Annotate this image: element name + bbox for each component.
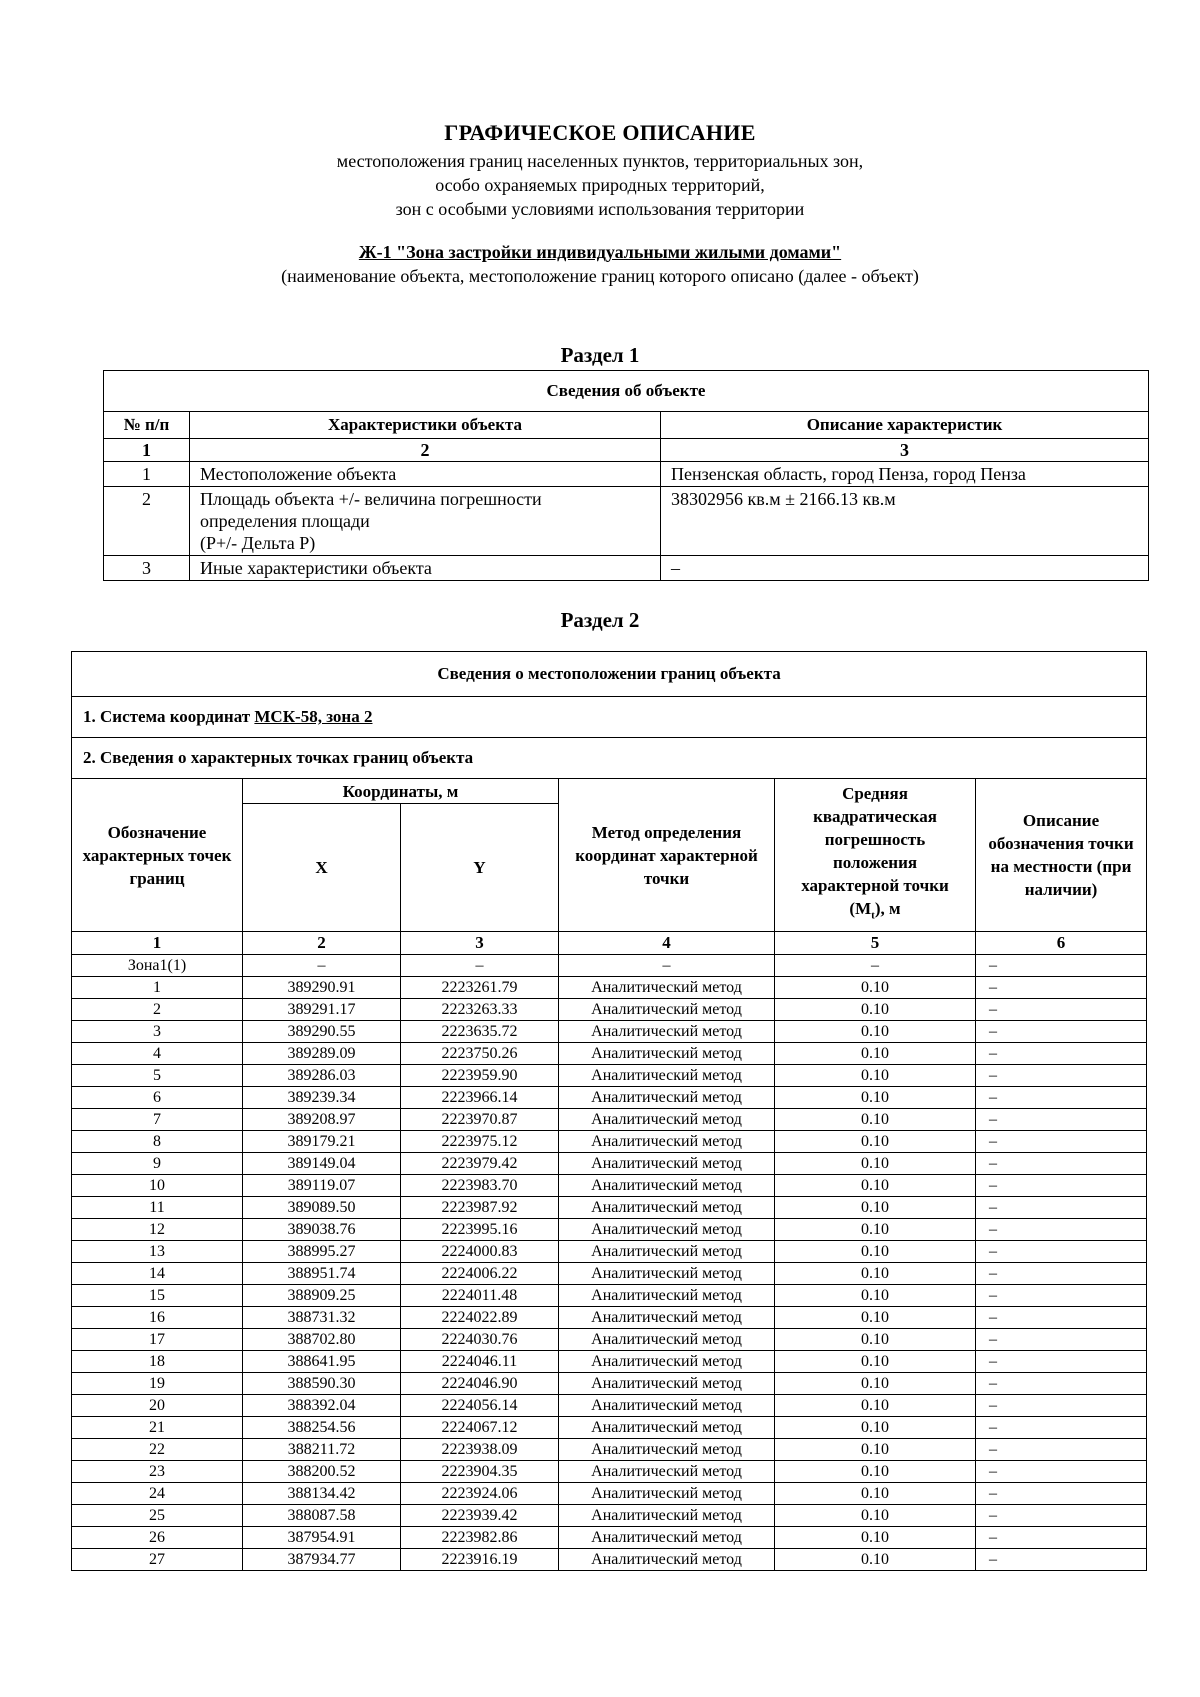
document-subtitle-line-3: зон с особыми условиями использования территории bbox=[395, 199, 805, 219]
point-x: 388909.25 bbox=[243, 1285, 401, 1307]
point-y: 2223916.19 bbox=[401, 1549, 559, 1571]
section-1-header-description: Описание характеристик bbox=[661, 412, 1149, 439]
coordinate-system-value: МСК-58, зона 2 bbox=[254, 707, 373, 726]
point-method: – bbox=[559, 955, 775, 977]
point-x: 389179.21 bbox=[243, 1131, 401, 1153]
characteristic-value: 38302956 кв.м ± 2166.13 кв.м bbox=[661, 487, 1149, 556]
point-error: 0.10 bbox=[775, 1505, 976, 1527]
point-y: 2224022.89 bbox=[401, 1307, 559, 1329]
point-x: 388995.27 bbox=[243, 1241, 401, 1263]
table-row bbox=[72, 1461, 1147, 1483]
table-row bbox=[72, 1219, 1147, 1241]
table-row bbox=[72, 1395, 1147, 1417]
point-description: – bbox=[976, 1241, 1147, 1263]
point-x: 389291.17 bbox=[243, 999, 401, 1021]
point-label: 12 bbox=[72, 1219, 243, 1241]
document-subtitle-line-2: особо охраняемых природных территорий, bbox=[435, 175, 765, 195]
table-row bbox=[72, 1153, 1147, 1175]
point-label: 17 bbox=[72, 1329, 243, 1351]
point-method: Аналитический метод bbox=[559, 1351, 775, 1373]
point-y: 2223982.86 bbox=[401, 1527, 559, 1549]
section-2-caption: Сведения о местоположении границ объекта bbox=[72, 652, 1147, 697]
table-row bbox=[72, 1307, 1147, 1329]
point-error: – bbox=[775, 955, 976, 977]
point-y: 2223970.87 bbox=[401, 1109, 559, 1131]
point-y: 2224067.12 bbox=[401, 1417, 559, 1439]
point-x: 389286.03 bbox=[243, 1065, 401, 1087]
point-method: Аналитический метод bbox=[559, 1131, 775, 1153]
point-y: 2223263.33 bbox=[401, 999, 559, 1021]
section-1-caption: Сведения об объекте bbox=[104, 371, 1149, 412]
point-x: 388590.30 bbox=[243, 1373, 401, 1395]
point-label: 2 bbox=[72, 999, 243, 1021]
point-label: 4 bbox=[72, 1043, 243, 1065]
point-label: 26 bbox=[72, 1527, 243, 1549]
point-method: Аналитический метод bbox=[559, 977, 775, 999]
table-row bbox=[72, 1373, 1147, 1395]
table-row bbox=[72, 1439, 1147, 1461]
point-description: – bbox=[976, 1087, 1147, 1109]
point-description: – bbox=[976, 1505, 1147, 1527]
characteristic-name: Местоположение объекта bbox=[190, 462, 661, 487]
point-method: Аналитический метод bbox=[559, 1219, 775, 1241]
section-2-colnum: 5 bbox=[775, 932, 976, 955]
point-label: 15 bbox=[72, 1285, 243, 1307]
table-row bbox=[72, 1197, 1147, 1219]
point-x: 389119.07 bbox=[243, 1175, 401, 1197]
table-row bbox=[72, 1285, 1147, 1307]
section-2-table bbox=[71, 651, 1147, 1571]
point-error: 0.10 bbox=[775, 1197, 976, 1219]
point-label: 1 bbox=[72, 977, 243, 999]
point-error: 0.10 bbox=[775, 1153, 976, 1175]
point-method: Аналитический метод bbox=[559, 1197, 775, 1219]
table-row bbox=[72, 1505, 1147, 1527]
point-description: – bbox=[976, 1373, 1147, 1395]
point-x: 389290.91 bbox=[243, 977, 401, 999]
point-description: – bbox=[976, 977, 1147, 999]
point-method: Аналитический метод bbox=[559, 1109, 775, 1131]
coordinate-system-label: 1. Система координат bbox=[83, 707, 255, 726]
table-row bbox=[72, 1241, 1147, 1263]
point-description: – bbox=[976, 1021, 1147, 1043]
document-title: ГРАФИЧЕСКОЕ ОПИСАНИЕ bbox=[444, 120, 756, 145]
point-x: 388134.42 bbox=[243, 1483, 401, 1505]
point-label: 22 bbox=[72, 1439, 243, 1461]
point-method: Аналитический метод bbox=[559, 1285, 775, 1307]
points-body bbox=[72, 955, 1147, 1571]
point-description: – bbox=[976, 1263, 1147, 1285]
point-error: 0.10 bbox=[775, 1439, 976, 1461]
point-label: 10 bbox=[72, 1175, 243, 1197]
point-x: 388200.52 bbox=[243, 1461, 401, 1483]
section-2-colnum: 6 bbox=[976, 932, 1147, 955]
characteristic-name bbox=[190, 487, 661, 556]
point-error: 0.10 bbox=[775, 1241, 976, 1263]
point-y: 2223939.42 bbox=[401, 1505, 559, 1527]
point-error: 0.10 bbox=[775, 999, 976, 1021]
header-error bbox=[775, 779, 976, 932]
row-number: 3 bbox=[104, 556, 190, 581]
point-description: – bbox=[976, 1527, 1147, 1549]
point-description: – bbox=[976, 1461, 1147, 1483]
point-label: 5 bbox=[72, 1065, 243, 1087]
point-y: 2223975.12 bbox=[401, 1131, 559, 1153]
point-method: Аналитический метод bbox=[559, 999, 775, 1021]
header-error-sub: t bbox=[871, 909, 875, 922]
point-label: Зона1(1) bbox=[72, 955, 243, 977]
point-x: 388392.04 bbox=[243, 1395, 401, 1417]
point-y: 2223987.92 bbox=[401, 1197, 559, 1219]
point-label: 3 bbox=[72, 1021, 243, 1043]
object-name: Ж-1 "Зона застройки индивидуальными жилыми домами" bbox=[358, 242, 842, 262]
header-point-designation: Обозначение характерных точек границ bbox=[72, 779, 243, 932]
header-coordinates: Координаты, м bbox=[243, 779, 559, 804]
table-row bbox=[104, 556, 1149, 581]
point-description: – bbox=[976, 1197, 1147, 1219]
point-x: 388211.72 bbox=[243, 1439, 401, 1461]
point-x: 387934.77 bbox=[243, 1549, 401, 1571]
point-method: Аналитический метод bbox=[559, 1153, 775, 1175]
point-method: Аналитический метод bbox=[559, 1505, 775, 1527]
characteristic-value: Пензенская область, город Пенза, город Пенза bbox=[661, 462, 1149, 487]
point-y: 2223966.14 bbox=[401, 1087, 559, 1109]
point-label: 18 bbox=[72, 1351, 243, 1373]
point-method: Аналитический метод bbox=[559, 1329, 775, 1351]
table-row bbox=[72, 1109, 1147, 1131]
point-x: – bbox=[243, 955, 401, 977]
table-row bbox=[72, 977, 1147, 999]
point-method: Аналитический метод bbox=[559, 1395, 775, 1417]
table-row bbox=[72, 1527, 1147, 1549]
point-description: – bbox=[976, 1329, 1147, 1351]
point-error: 0.10 bbox=[775, 1373, 976, 1395]
characteristic-name: Иные характеристики объекта bbox=[190, 556, 661, 581]
header-description: Описание обозначения точки на местности (при наличии) bbox=[976, 779, 1147, 932]
point-description: – bbox=[976, 1307, 1147, 1329]
point-description: – bbox=[976, 1065, 1147, 1087]
point-y: 2223983.70 bbox=[401, 1175, 559, 1197]
point-description: – bbox=[976, 1131, 1147, 1153]
table-row bbox=[72, 1043, 1147, 1065]
point-y: 2224056.14 bbox=[401, 1395, 559, 1417]
point-method: Аналитический метод bbox=[559, 1043, 775, 1065]
row-number: 2 bbox=[104, 487, 190, 556]
point-error: 0.10 bbox=[775, 1109, 976, 1131]
point-label: 13 bbox=[72, 1241, 243, 1263]
table-row bbox=[72, 1065, 1147, 1087]
point-y: 2223979.42 bbox=[401, 1153, 559, 1175]
point-error: 0.10 bbox=[775, 1483, 976, 1505]
point-y: 2224000.83 bbox=[401, 1241, 559, 1263]
point-label: 9 bbox=[72, 1153, 243, 1175]
point-description: – bbox=[976, 1549, 1147, 1571]
table-row bbox=[72, 1021, 1147, 1043]
header-error-main: Средняя квадратическая погрешность положения характерной точки (М bbox=[801, 784, 949, 919]
point-error: 0.10 bbox=[775, 1021, 976, 1043]
point-method: Аналитический метод bbox=[559, 1417, 775, 1439]
row-number: 1 bbox=[104, 462, 190, 487]
point-error: 0.10 bbox=[775, 1219, 976, 1241]
point-error: 0.10 bbox=[775, 1307, 976, 1329]
point-description: – bbox=[976, 1175, 1147, 1197]
point-method: Аналитический метод bbox=[559, 1065, 775, 1087]
document-subtitle-line-1: местоположения границ населенных пунктов, территориальных зон, bbox=[336, 151, 864, 171]
point-x: 388641.95 bbox=[243, 1351, 401, 1373]
point-error: 0.10 bbox=[775, 1351, 976, 1373]
point-label: 21 bbox=[72, 1417, 243, 1439]
point-y: 2224030.76 bbox=[401, 1329, 559, 1351]
header-method: Метод определения координат характерной точки bbox=[559, 779, 775, 932]
point-error: 0.10 bbox=[775, 1527, 976, 1549]
characteristic-name-line: определения площади bbox=[200, 511, 370, 531]
table-row bbox=[72, 1351, 1147, 1373]
point-method: Аналитический метод bbox=[559, 1439, 775, 1461]
point-method: Аналитический метод bbox=[559, 1175, 775, 1197]
point-description: – bbox=[976, 999, 1147, 1021]
point-error: 0.10 bbox=[775, 1461, 976, 1483]
point-x: 389038.76 bbox=[243, 1219, 401, 1241]
point-description: – bbox=[976, 1219, 1147, 1241]
point-label: 8 bbox=[72, 1131, 243, 1153]
table-row bbox=[72, 1263, 1147, 1285]
point-label: 14 bbox=[72, 1263, 243, 1285]
section-1-colnum: 2 bbox=[190, 439, 661, 462]
point-method: Аналитический метод bbox=[559, 1373, 775, 1395]
section-1-header-characteristics: Характеристики объекта bbox=[190, 412, 661, 439]
point-description: – bbox=[976, 955, 1147, 977]
point-method: Аналитический метод bbox=[559, 1527, 775, 1549]
point-error: 0.10 bbox=[775, 1065, 976, 1087]
point-error: 0.10 bbox=[775, 1549, 976, 1571]
point-y: 2223904.35 bbox=[401, 1461, 559, 1483]
points-label: 2. Сведения о характерных точках границ объекта bbox=[72, 738, 1147, 779]
point-x: 389239.34 bbox=[243, 1087, 401, 1109]
point-y: 2224046.11 bbox=[401, 1351, 559, 1373]
point-x: 389208.97 bbox=[243, 1109, 401, 1131]
point-x: 388087.58 bbox=[243, 1505, 401, 1527]
section-2-colnum: 4 bbox=[559, 932, 775, 955]
point-x: 388254.56 bbox=[243, 1417, 401, 1439]
section-2-colnum: 2 bbox=[243, 932, 401, 955]
point-label: 27 bbox=[72, 1549, 243, 1571]
table-row bbox=[72, 1483, 1147, 1505]
point-method: Аналитический метод bbox=[559, 1549, 775, 1571]
point-method: Аналитический метод bbox=[559, 1021, 775, 1043]
header-y: Y bbox=[401, 804, 559, 932]
point-x: 389089.50 bbox=[243, 1197, 401, 1219]
point-label: 24 bbox=[72, 1483, 243, 1505]
point-description: – bbox=[976, 1285, 1147, 1307]
table-row bbox=[72, 999, 1147, 1021]
point-y: 2223261.79 bbox=[401, 977, 559, 999]
characteristic-name-line: (Р+/- Дельта Р) bbox=[200, 533, 316, 553]
point-label: 25 bbox=[72, 1505, 243, 1527]
point-description: – bbox=[976, 1109, 1147, 1131]
section-2-colnum: 3 bbox=[401, 932, 559, 955]
section-2-title: Раздел 2 bbox=[560, 608, 640, 632]
point-y: 2223750.26 bbox=[401, 1043, 559, 1065]
section-1-title: Раздел 1 bbox=[560, 343, 640, 367]
point-method: Аналитический метод bbox=[559, 1461, 775, 1483]
point-x: 388731.32 bbox=[243, 1307, 401, 1329]
point-error: 0.10 bbox=[775, 1395, 976, 1417]
point-error: 0.10 bbox=[775, 1087, 976, 1109]
point-y: – bbox=[401, 955, 559, 977]
point-error: 0.10 bbox=[775, 1131, 976, 1153]
table-row bbox=[72, 1549, 1147, 1571]
point-x: 388951.74 bbox=[243, 1263, 401, 1285]
table-row bbox=[72, 955, 1147, 977]
point-description: – bbox=[976, 1043, 1147, 1065]
point-label: 6 bbox=[72, 1087, 243, 1109]
point-y: 2223995.16 bbox=[401, 1219, 559, 1241]
coordinate-system bbox=[72, 697, 1147, 738]
point-label: 19 bbox=[72, 1373, 243, 1395]
point-description: – bbox=[976, 1417, 1147, 1439]
table-row bbox=[72, 1175, 1147, 1197]
point-y: 2223938.09 bbox=[401, 1439, 559, 1461]
point-description: – bbox=[976, 1153, 1147, 1175]
section-1-header-number: № п/п bbox=[104, 412, 190, 439]
point-y: 2224046.90 bbox=[401, 1373, 559, 1395]
point-x: 387954.91 bbox=[243, 1527, 401, 1549]
point-label: 11 bbox=[72, 1197, 243, 1219]
point-y: 2223635.72 bbox=[401, 1021, 559, 1043]
point-y: 2224011.48 bbox=[401, 1285, 559, 1307]
point-label: 23 bbox=[72, 1461, 243, 1483]
point-x: 388702.80 bbox=[243, 1329, 401, 1351]
characteristic-name-line: Площадь объекта +/- величина погрешности bbox=[200, 489, 542, 509]
point-label: 16 bbox=[72, 1307, 243, 1329]
point-error: 0.10 bbox=[775, 1263, 976, 1285]
point-method: Аналитический метод bbox=[559, 1263, 775, 1285]
point-description: – bbox=[976, 1351, 1147, 1373]
point-y: 2224006.22 bbox=[401, 1263, 559, 1285]
section-2-colnum: 1 bbox=[72, 932, 243, 955]
point-description: – bbox=[976, 1395, 1147, 1417]
table-row bbox=[104, 462, 1149, 487]
point-description: – bbox=[976, 1483, 1147, 1505]
point-label: 20 bbox=[72, 1395, 243, 1417]
point-error: 0.10 bbox=[775, 1175, 976, 1197]
point-error: 0.10 bbox=[775, 977, 976, 999]
point-error: 0.10 bbox=[775, 1043, 976, 1065]
point-x: 389289.09 bbox=[243, 1043, 401, 1065]
table-row bbox=[104, 487, 1149, 556]
characteristic-value: – bbox=[661, 556, 1149, 581]
table-row bbox=[72, 1131, 1147, 1153]
table-row bbox=[72, 1087, 1147, 1109]
point-error: 0.10 bbox=[775, 1417, 976, 1439]
object-name-note: (наименование объекта, местоположение границ которого описано (далее - объект) bbox=[281, 266, 919, 286]
point-error: 0.10 bbox=[775, 1285, 976, 1307]
section-1-table bbox=[103, 370, 1149, 581]
point-method: Аналитический метод bbox=[559, 1307, 775, 1329]
point-method: Аналитический метод bbox=[559, 1087, 775, 1109]
header-x: X bbox=[243, 804, 401, 932]
point-method: Аналитический метод bbox=[559, 1241, 775, 1263]
point-x: 389290.55 bbox=[243, 1021, 401, 1043]
point-error: 0.10 bbox=[775, 1329, 976, 1351]
table-row bbox=[72, 1329, 1147, 1351]
header-error-tail: ), м bbox=[874, 899, 901, 919]
point-method: Аналитический метод bbox=[559, 1483, 775, 1505]
point-label: 7 bbox=[72, 1109, 243, 1131]
table-row bbox=[72, 1417, 1147, 1439]
point-x: 389149.04 bbox=[243, 1153, 401, 1175]
section-1-colnum: 3 bbox=[661, 439, 1149, 462]
point-y: 2223924.06 bbox=[401, 1483, 559, 1505]
point-description: – bbox=[976, 1439, 1147, 1461]
point-y: 2223959.90 bbox=[401, 1065, 559, 1087]
section-1-colnum: 1 bbox=[104, 439, 190, 462]
